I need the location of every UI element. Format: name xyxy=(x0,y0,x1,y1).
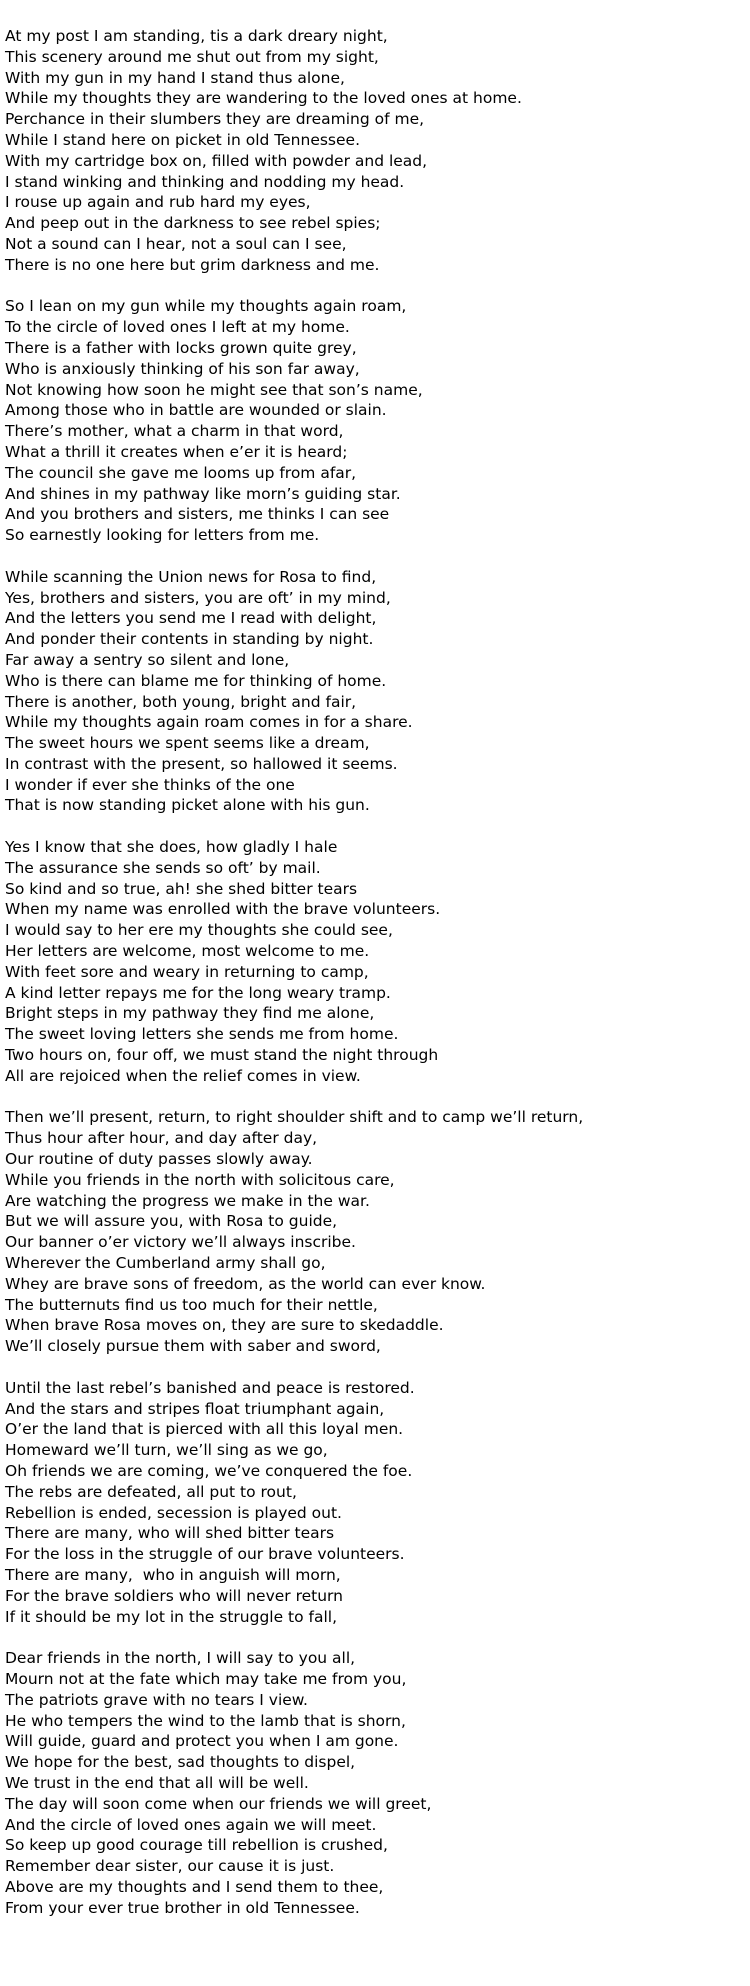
poem-line: But we will assure you, with Rosa to guide, xyxy=(5,1212,338,1231)
poem-line: Not knowing how soon he might see that son’s name, xyxy=(5,380,423,399)
poem-line: Our routine of duty passes slowly away. xyxy=(5,1150,313,1169)
poem-line: There are many, who will shed bitter tears xyxy=(5,1524,335,1543)
poem-line: While my thoughts again roam comes in for a share. xyxy=(5,713,413,732)
poem-line: Rebellion is ended, secession is played out. xyxy=(5,1503,342,1522)
poem-line: If it should be my lot in the struggle to fall, xyxy=(5,1607,338,1626)
poem-line: With feet sore and weary in returning to camp, xyxy=(5,962,369,981)
poem-line: Thus hour after hour, and day after day, xyxy=(5,1129,318,1148)
poem-line: Are watching the progress we make in the war. xyxy=(5,1191,370,1210)
poem-line: The butternuts find us too much for their nettle, xyxy=(5,1295,378,1314)
poem-line: And shines in my pathway like morn’s guiding star. xyxy=(5,484,401,503)
poem-line: O’er the land that is pierced with all this loyal men. xyxy=(5,1420,404,1439)
poem-line: Far away a sentry so silent and lone, xyxy=(5,650,290,669)
poem-line: There is no one here but grim darkness and me. xyxy=(5,255,380,274)
poem-line: Then we’ll present, return, to right shoulder shift and to camp we’ll return, xyxy=(5,1108,584,1127)
poem-line: We’ll closely pursue them with saber and sword, xyxy=(5,1337,381,1356)
poem-line: And the stars and stripes float triumphant again, xyxy=(5,1399,385,1418)
poem-line: And the letters you send me I read with delight, xyxy=(5,609,377,628)
poem-line: There are many, who in anguish will morn, xyxy=(5,1565,341,1584)
poem-line: The rebs are defeated, all put to rout, xyxy=(5,1482,297,1501)
poem-line: While scanning the Union news for Rosa to find, xyxy=(5,567,377,586)
poem-line: There is a father with locks grown quite grey, xyxy=(5,338,357,357)
poem-line: While my thoughts they are wandering to the loved ones at home. xyxy=(5,89,522,108)
poem-line: Remember dear sister, our cause it is just. xyxy=(5,1857,335,1876)
poem-line: And peep out in the darkness to see rebel spies; xyxy=(5,214,381,233)
poem-line: So I lean on my gun while my thoughts again roam, xyxy=(5,297,407,316)
stanza xyxy=(5,1648,745,1918)
poem-line: The council she gave me looms up from afar, xyxy=(5,463,357,482)
poem-text xyxy=(5,26,745,1939)
poem-line: That is now standing picket alone with his gun. xyxy=(5,796,370,815)
poem-line: There is another, both young, bright and fair, xyxy=(5,692,357,711)
poem-line: At my post I am standing, tis a dark dreary night, xyxy=(5,27,388,45)
stanza xyxy=(5,1378,745,1628)
poem-line: What a thrill it creates when e’er it is heard; xyxy=(5,442,348,461)
stanza xyxy=(5,837,745,1087)
poem-line: I would say to her ere my thoughts she could see, xyxy=(5,921,393,940)
poem-line: While you friends in the north with solicitous care, xyxy=(5,1170,395,1189)
poem-line: The assurance she sends so oft’ by mail. xyxy=(5,858,321,877)
poem-line: For the brave soldiers who will never return xyxy=(5,1586,343,1605)
poem-line: Who is anxiously thinking of his son far away, xyxy=(5,359,360,378)
poem-line: Mourn not at the fate which may take me from you, xyxy=(5,1669,407,1688)
poem-line: The sweet loving letters she sends me from home. xyxy=(5,1025,399,1044)
poem-line: So keep up good courage till rebellion is crushed, xyxy=(5,1836,388,1855)
poem-line: Will guide, guard and protect you when I am gone. xyxy=(5,1732,399,1751)
poem-line: Wherever the Cumberland army shall go, xyxy=(5,1254,326,1273)
poem-line: Yes, brothers and sisters, you are oft’ in my mind, xyxy=(5,588,391,607)
poem-line: The sweet hours we spent seems like a dream, xyxy=(5,734,370,753)
poem-line: For the loss in the struggle of our brave volunteers. xyxy=(5,1545,405,1564)
poem-line: Homeward we’ll turn, we’ll sing as we go, xyxy=(5,1441,328,1460)
stanza xyxy=(5,1107,745,1357)
poem-line: With my gun in my hand I stand thus alone, xyxy=(5,68,345,87)
poem-line: A kind letter repays me for the long weary tramp. xyxy=(5,983,391,1002)
poem-line: From your ever true brother in old Tennessee. xyxy=(5,1898,360,1917)
poem-line: Her letters are welcome, most welcome to me. xyxy=(5,942,370,961)
poem-line: Above are my thoughts and I send them to thee, xyxy=(5,1877,384,1896)
poem-line: So earnestly looking for letters from me. xyxy=(5,526,320,545)
poem-line: With my cartridge box on, filled with powder and lead, xyxy=(5,151,428,170)
poem-line: All are rejoiced when the relief comes in view. xyxy=(5,1066,361,1085)
poem-line: Among those who in battle are wounded or slain. xyxy=(5,401,387,420)
poem-line: He who tempers the wind to the lamb that is shorn, xyxy=(5,1711,406,1730)
poem-line: In contrast with the present, so hallowed it seems. xyxy=(5,754,398,773)
stanza xyxy=(5,296,745,546)
poem-line: I rouse up again and rub hard my eyes, xyxy=(5,193,311,212)
poem-line: There’s mother, what a charm in that word, xyxy=(5,422,344,441)
poem-line: Oh friends we are coming, we’ve conquered the foe. xyxy=(5,1461,413,1480)
poem-line: Our banner o’er victory we’ll always inscribe. xyxy=(5,1233,356,1252)
poem-line: Bright steps in my pathway they find me alone, xyxy=(5,1004,375,1023)
poem-line: Who is there can blame me for thinking of home. xyxy=(5,671,387,690)
poem-line: Two hours on, four off, we must stand the night through xyxy=(5,1046,439,1065)
poem-line: To the circle of loved ones I left at my home. xyxy=(5,318,350,337)
poem-line: I stand winking and thinking and nodding my head. xyxy=(5,172,405,191)
poem-line: The patriots grave with no tears I view. xyxy=(5,1690,308,1709)
poem-line: We trust in the end that all will be well. xyxy=(5,1773,309,1792)
poem-line: While I stand here on picket in old Tennessee. xyxy=(5,130,361,149)
poem-line: The day will soon come when our friends we will greet, xyxy=(5,1794,432,1813)
stanza xyxy=(5,567,745,817)
poem-line: And ponder their contents in standing by night. xyxy=(5,630,374,649)
poem-line: When brave Rosa moves on, they are sure to skedaddle. xyxy=(5,1316,444,1335)
poem-line: Perchance in their slumbers they are dreaming of me, xyxy=(5,110,425,129)
poem-line: And the circle of loved ones again we will meet. xyxy=(5,1815,377,1834)
poem-line: I wonder if ever she thinks of the one xyxy=(5,775,295,794)
poem-line: Whey are brave sons of freedom, as the world can ever know. xyxy=(5,1274,486,1293)
poem-line: So kind and so true, ah! she shed bitter tears xyxy=(5,879,358,898)
poem-line: Not a sound can I hear, not a soul can I see, xyxy=(5,234,347,253)
poem-line: Yes I know that she does, how gladly I hale xyxy=(5,838,338,857)
poem-line: Dear friends in the north, I will say to you all, xyxy=(5,1649,356,1668)
poem-line: When my name was enrolled with the brave volunteers. xyxy=(5,900,441,919)
poem-line: Until the last rebel’s banished and peace is restored. xyxy=(5,1378,415,1397)
poem-line: This scenery around me shut out from my sight, xyxy=(5,47,379,66)
poem-line: We hope for the best, sad thoughts to dispel, xyxy=(5,1753,356,1772)
stanza xyxy=(5,26,745,276)
poem-line: And you brothers and sisters, me thinks I can see xyxy=(5,505,390,524)
